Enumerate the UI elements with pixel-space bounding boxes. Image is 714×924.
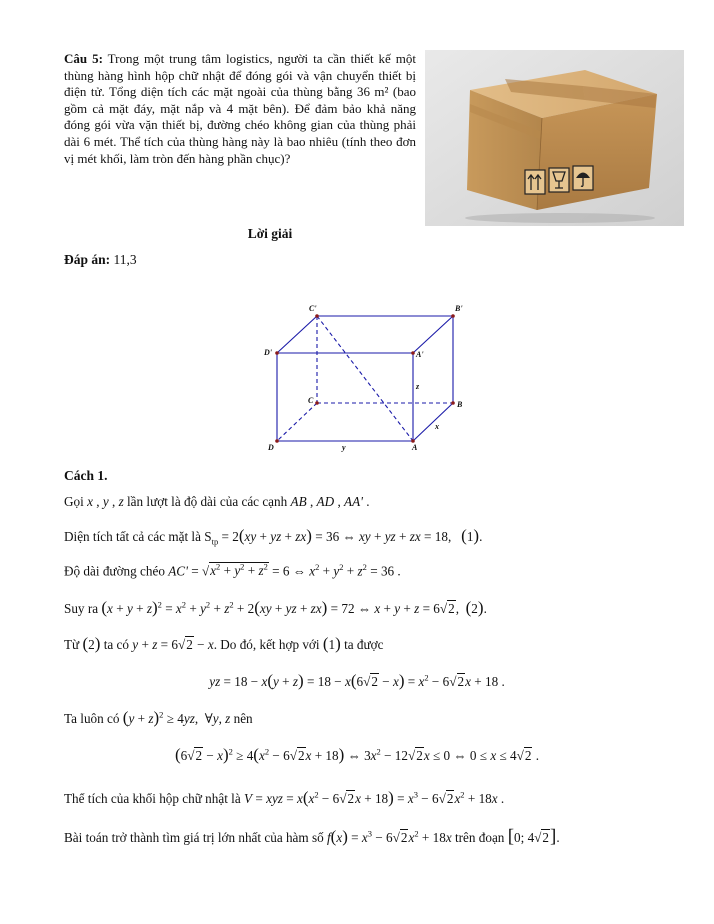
- cuboid-figure: [255, 296, 485, 456]
- question-label: Câu 5:: [64, 51, 103, 66]
- solution-equation-8: $(6√2 - x)^2 \ge 4(x^2 - 6√2x + 18)$ ⇔ $3x^2 - 12√2x \le 0$ ⇔ 0 ≤ x ≤ 4√2 .: [174, 745, 540, 764]
- cardboard-box-photo: [425, 50, 684, 226]
- question-text: Trong một trung tâm logistics, người ta cần thiết kế một thùng hàng hình hộp chữ nhật để đóng gói và vận chuyển thiết bị điện tử. Tổng diện tích các mặt ngoài của thùng bằng 36 m² (bao gồm cả mặt đáy, mặt nắp và 4 mặt bên). Để đảm bảo khả năng đóng gói vừa vặn thiết bị, đường chéo không gian của thùng phải dài 6 mét. Thể tích của thùng hàng này là bao nhiêu (tính theo đơn vị mét khối, làm tròn đến hàng phần chục)?: [64, 51, 416, 166]
- answer-line: [64, 252, 137, 268]
- solution-line-1: Gọi x , y , z lần lượt là độ dài của các cạnh AB , AD , AA' .: [64, 494, 370, 509]
- solution-line-7: Ta luôn có $(y + z)^2 \ge 4yz$, ∀y, z nên: [64, 708, 253, 727]
- label-a: A: [412, 443, 418, 452]
- diagonal-ac-prime: [317, 316, 413, 441]
- edge-a-b: [413, 403, 453, 441]
- solution-title: Lời giải: [247, 226, 293, 241]
- label-c-prime: C': [309, 304, 317, 313]
- label-z: z: [416, 382, 420, 391]
- answer-value: 11,3: [113, 252, 137, 267]
- solution-equation-6: yz = $18 - x(y + z) = 18 - x(6√2 - x) = x^2 - 6√2x + 18$ .: [209, 671, 505, 690]
- label-d: D: [268, 443, 274, 452]
- solution-line-4: Suy ra $(x + y + z)^2 = x^2 + y^2 + z^2 + 2(xy$ + yz + zx) = 72 ⇔ x + y + z = 6√2, (2).: [64, 598, 487, 617]
- label-y: y: [342, 443, 346, 452]
- edge-bprime-aprime: [413, 316, 453, 353]
- solution-line-3: Độ dài đường chéo $AC' = √x^2 + y^2 + z^2 = 6$ ⇔ $x^2 + y^2 + z^2 = 36$ .: [64, 562, 401, 579]
- keep-dry-umbrella-icon: [573, 166, 593, 190]
- method-heading: Cách 1.: [64, 468, 108, 483]
- label-b-prime: B': [455, 304, 463, 313]
- solution-line-9: Thể tích của khối hộp chữ nhật là V = xyz = $x(x^2 - 6√2x + 18) = x^3 - 6√2x^2 + 18x$ .: [64, 788, 505, 807]
- this-way-up-icon: [525, 170, 545, 194]
- solution-line-2: Diện tích tất cả các mặt là $S_{tp} = 2(xy$ + yz + zx) = 36 ⇔ xy + yz + zx = 18, (1).: [64, 526, 483, 547]
- label-a-prime: A': [416, 350, 424, 359]
- question-block: [64, 51, 416, 167]
- label-b: B: [457, 400, 463, 409]
- edge-c-d: [277, 403, 317, 441]
- fragile-glass-icon: [549, 168, 569, 192]
- answer-label: Đáp án:: [64, 252, 111, 267]
- label-d-prime: D': [264, 348, 272, 357]
- solution-line-5: Từ (2) ta có y + z = 6√2 − x. Do đó, kết hợp với (1) ta được: [64, 634, 384, 653]
- label-x: x: [435, 422, 439, 431]
- label-c: C: [308, 396, 314, 405]
- solution-line-10: Bài toán trở thành tìm giá trị lớn nhất của hàm số $f(x) = x^3 - 6√2x^2 + 18x$ trên đoạn [0; 4√2].: [64, 826, 560, 847]
- edge-cprime-dprime: [277, 316, 317, 353]
